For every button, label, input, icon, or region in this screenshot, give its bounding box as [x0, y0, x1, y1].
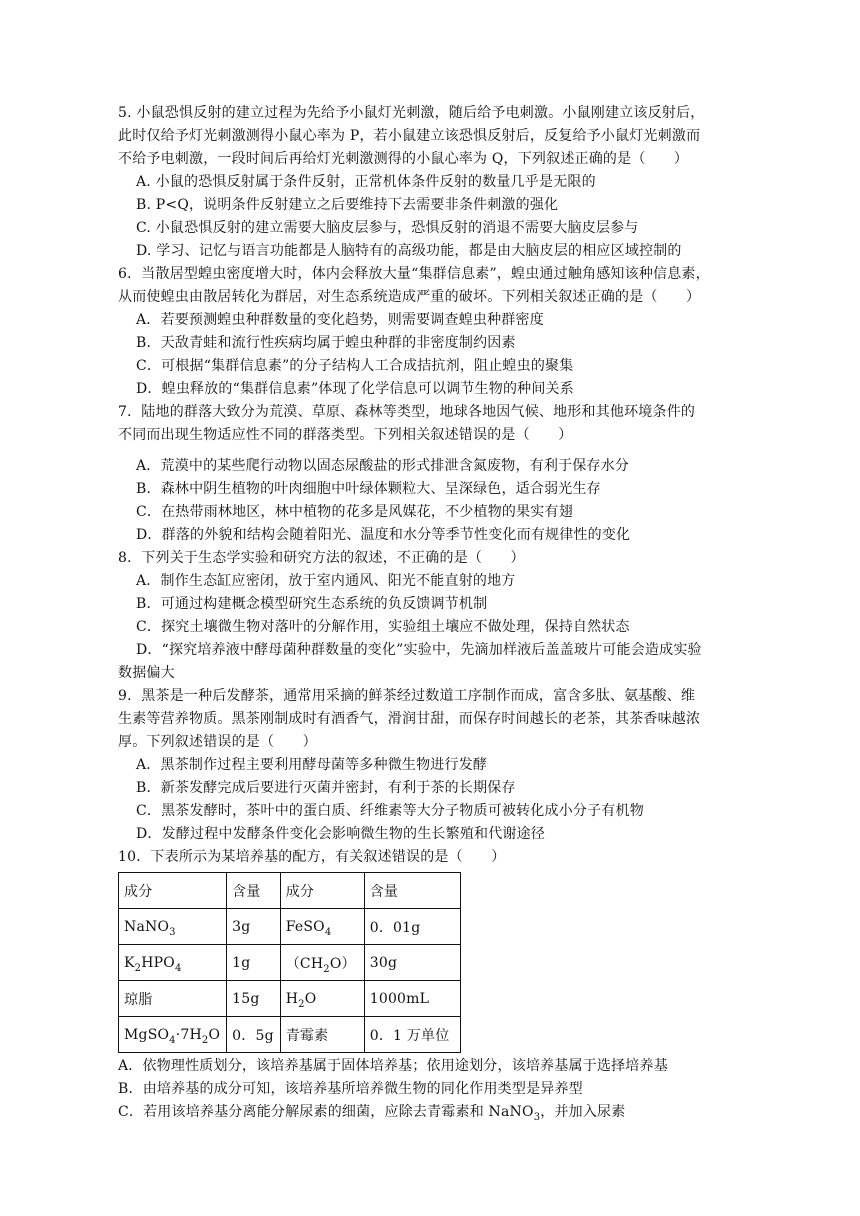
table-cell: 15g [227, 981, 281, 1017]
table-cell: 1g [227, 945, 281, 981]
option-c: C．在热带雨林地区，林中植物的花多是风媒花，不少植物的果实有翅 [136, 504, 573, 520]
table-cell: 30g [364, 945, 460, 981]
option-a: A．若要预测蝗虫种群数量的变化趋势，则需要调查蝗虫种群密度 [136, 312, 544, 328]
question-stem-line: 不同而出现生物适应性不同的群落类型。下列相关叙述错误的是（ ） [118, 427, 573, 443]
question-stem-line: 8．下列关于生态学实验和研究方法的叙述，不正确的是（ ） [118, 550, 525, 566]
option-d: D．群落的外貌和结构会随着阳光、温度和水分等季节性变化而有规律性的变化 [136, 527, 631, 543]
option-b: B．森林中阴生植物的叶肉细胞中叶绿体颗粒大、呈深绿色，适合弱光生存 [136, 481, 601, 497]
option-d: D．蝗虫释放的“集群信息素”体现了化学信息可以调节生物的种间关系 [136, 381, 574, 397]
table-header-row [119, 873, 461, 909]
table-row [119, 1017, 461, 1053]
option-d: D．发酵过程中发酵条件变化会影响微生物的生长繁殖和代谢途径 [136, 826, 546, 842]
question-stem-line: 此时仅给予灯光刺激测得小鼠心率为 P，若小鼠建立该恐惧反射后，反复给予小鼠灯光刺激而 [118, 128, 701, 144]
question-stem-line: 厚。下列叙述错误的是（ ） [118, 734, 317, 750]
question-10 [118, 846, 746, 1124]
table-row [119, 945, 461, 981]
question-stem-line: 9．黑茶是一种后发酵茶，通常用采摘的鲜茶经过数道工序制作而成，富含多肽、氨基酸、维 [118, 688, 696, 704]
option-b: B．由培养基的成分可知，该培养基所培养微生物的同化作用类型是异养型 [118, 1081, 583, 1097]
question-stem-line: 5. 小鼠恐惧反射的建立过程为先给予小鼠灯光刺激，随后给予电刺激。小鼠刚建立该反射后， [118, 105, 705, 121]
question-stem-line: 6．当散居型蝗虫密度增大时，体内会释放大量“集群信息素”，蝗虫通过触角感知该种信息素， [118, 266, 710, 282]
question-5 [118, 102, 746, 263]
table-cell: 青霉素 [280, 1017, 364, 1053]
table-cell: 1000mL [364, 981, 460, 1017]
question-stem-line: 7．陆地的群落大致分为荒漠、草原、森林等类型，地球各地因气候、地形和其他环境条件的 [118, 404, 696, 420]
option-a: A．依物理性质划分，该培养基属于固体培养基；依用途划分，该培养基属于选择培养基 [118, 1058, 668, 1074]
question-stem-line: 10．下表所示为某培养基的配方，有关叙述错误的是（ ） [118, 849, 506, 865]
option-c: C. 小鼠恐惧反射的建立需要大脑皮层参与，恐惧反射的消退不需要大脑皮层参与 [136, 220, 639, 236]
option-d: D．“探究培养液中酵母菌种群数量的变化”实验中，先滴加样液后盖盖玻片可能会造成实验 [136, 642, 702, 658]
question-9 [118, 685, 746, 846]
table-row [119, 981, 461, 1017]
question-7 [118, 401, 746, 547]
culture-medium-table [118, 872, 461, 1053]
option-c: C．黑茶发酵时，茶叶中的蛋白质、纤维素等大分子物质可被转化成小分子有机物 [136, 803, 644, 819]
table-cell: 琼脂 [119, 981, 227, 1017]
question-content [118, 102, 746, 1124]
table-cell: 0．01g [364, 909, 460, 945]
option-b: B．天敌青蛙和流行性疾病均属于蝗虫种群的非密度制约因素 [136, 335, 516, 351]
option-c: C．可根据“集群信息素”的分子结构人工合成拮抗剂，阻止蝗虫的聚集 [136, 358, 574, 374]
table-cell: 0．1 万单位 [364, 1017, 460, 1053]
question-stem-line: 不给予电刺激，一段时间后再给灯光刺激测得的小鼠心率为 Q，下列叙述正确的是（ ） [118, 151, 689, 167]
option-a: A．黑茶制作过程主要利用酵母菌等多种微生物进行发酵 [136, 757, 488, 773]
table-cell: NaNO$_3$ [119, 909, 227, 945]
option-b: B. P<Q，说明条件反射建立之后要维持下去需要非条件刺激的强化 [136, 197, 559, 213]
table-cell: $K_2HPO_4$ [119, 945, 227, 981]
option-c: C．若用该培养基分离能分解尿素的细菌，应除去青霉素和 NaNO$_3$，并加入尿素 [118, 1104, 626, 1123]
option-b: B．可通过构建概念模型研究生态系统的负反馈调节机制 [136, 596, 488, 612]
table-cell: $H_2O$ [280, 981, 364, 1017]
option-b: B．新茶发酵完成后要进行灭菌并密封，有利于茶的长期保存 [136, 780, 516, 796]
table-header-cell: 成分 [119, 873, 227, 909]
table-cell: $(CH_2O)$ [280, 945, 364, 981]
option-d: D. 学习、记忆与语言功能都是人脑特有的高级功能，都是由大脑皮层的相应区域控制的 [136, 243, 682, 259]
table-cell: 3g [227, 909, 281, 945]
option-a: A. 小鼠的恐惧反射属于条件反射，正常机体条件反射的数量几乎是无限的 [136, 174, 596, 190]
question-8 [118, 547, 746, 685]
option-a: A．制作生态缸应密闭，放于室内通风、阳光不能直射的地方 [136, 573, 516, 589]
option-c: C．探究土壤微生物对落叶的分解作用，实验组土壤应不做处理，保持自然状态 [136, 619, 630, 635]
table-header-cell: 成分 [280, 873, 364, 909]
question-stem-line: 生素等营养物质。黑茶刚制成时有酒香气，滑润甘甜，而保存时间越长的老茶，其茶香味越浓 [118, 711, 701, 727]
table-header-cell: 含量 [227, 873, 281, 909]
table-cell: $MgSO_4\cdot 7H_2O$ [119, 1017, 227, 1053]
option-d-continuation: 数据偏大 [118, 665, 175, 681]
option-a: A．荒漠中的某些爬行动物以固态尿酸盐的形式排泄含氮废物，有利于保存水分 [136, 458, 630, 474]
table-header-cell: 含量 [364, 873, 460, 909]
table-cell: FeSO$_4$ [280, 909, 364, 945]
question-6 [118, 263, 746, 401]
question-stem-line: 从而使蝗虫由散居转化为群居，对生态系统造成严重的破坏。下列相关叙述正确的是（ ） [118, 289, 701, 305]
table-row [119, 909, 461, 945]
table-cell: 0．5g [227, 1017, 281, 1053]
